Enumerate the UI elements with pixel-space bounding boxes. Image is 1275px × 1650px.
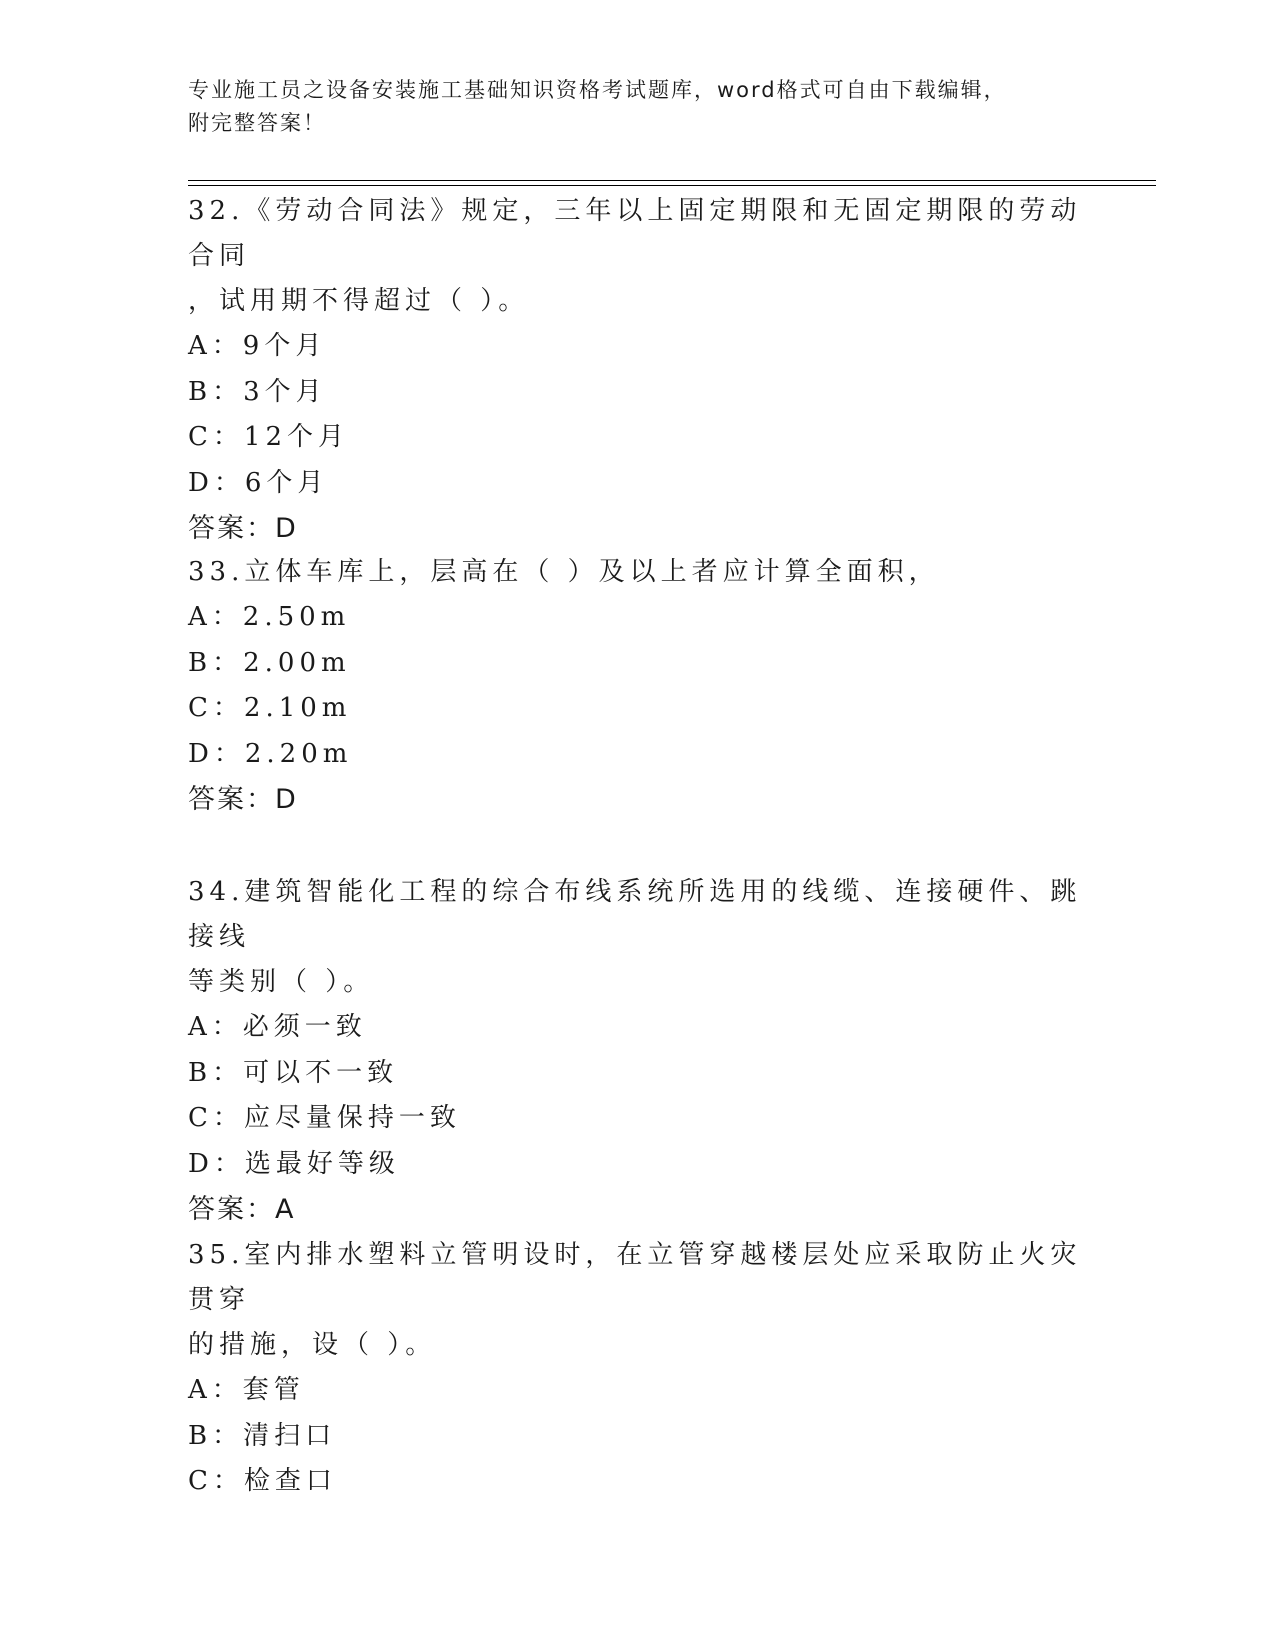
- question-35: [188, 1233, 1088, 1505]
- option-b: [188, 370, 1088, 416]
- answer: 答案：A: [188, 1194, 296, 1225]
- question-text-line-2: ，试用期不得超过（ ）。: [188, 286, 530, 316]
- option-letter: D：: [188, 467, 245, 498]
- question-34: [188, 870, 1088, 1232]
- answer: 答案：D: [188, 513, 298, 544]
- option-letter: A：: [188, 1375, 243, 1405]
- option-letter: C：: [188, 422, 244, 452]
- option-text: 清扫口: [243, 1420, 337, 1451]
- option-text: 2.00m: [243, 647, 351, 678]
- option-text: 应尽量保持一致: [243, 1103, 461, 1133]
- option-a: [188, 595, 1088, 641]
- option-letter: B：: [188, 647, 244, 678]
- option-c: [188, 686, 1088, 732]
- option-text: 6个月: [244, 467, 329, 498]
- option-text: 2.10m: [243, 693, 352, 723]
- question-text-line-1: 33.立体车库上，层高在（ ）及以上者应计算全面积，: [188, 557, 940, 587]
- question-text-line-1: 34.建筑智能化工程的综合布线系统所选用的线缆、连接硬件、跳接线: [188, 877, 1082, 952]
- question-text-line-1: 35.室内排水塑料立管明设时，在立管穿越楼层处应采取防止火灾贯穿: [188, 1240, 1082, 1315]
- option-b: [188, 1051, 1088, 1097]
- question-32: [188, 189, 1088, 551]
- option-letter: B：: [188, 1057, 244, 1088]
- option-c: [188, 415, 1088, 461]
- option-text: 9个月: [242, 331, 327, 361]
- option-letter: C：: [188, 1466, 244, 1496]
- option-letter: A：: [188, 1012, 243, 1042]
- option-d: [188, 1142, 1088, 1188]
- option-letter: C：: [188, 693, 244, 723]
- header-divider-top: [188, 180, 1156, 181]
- header-line-1: 专业施工员之设备安装施工基础知识资格考试题库，word格式可自由下载编辑，: [188, 78, 1007, 102]
- question-text-line-2: 的措施，设（ ）。: [188, 1330, 437, 1360]
- option-letter: A：: [188, 602, 243, 632]
- option-b: [188, 641, 1088, 687]
- option-c: [188, 1459, 1088, 1505]
- option-a: [188, 1005, 1088, 1051]
- option-text: 3个月: [243, 376, 327, 407]
- option-text: 选最好等级: [244, 1148, 400, 1179]
- option-text: 套管: [242, 1375, 305, 1405]
- option-letter: D：: [188, 1148, 245, 1179]
- option-text: 2.20m: [244, 738, 353, 769]
- option-a: [188, 324, 1088, 370]
- option-letter: D：: [188, 738, 245, 769]
- answer: 答案：D: [188, 784, 298, 815]
- option-letter: A：: [188, 331, 243, 361]
- option-letter: C：: [188, 1103, 244, 1133]
- question-text-line-1: 32.《劳动合同法》规定，三年以上固定期限和无固定期限的劳动合同: [188, 196, 1082, 271]
- option-b: [188, 1414, 1088, 1460]
- option-text: 12个月: [243, 422, 349, 452]
- option-d: [188, 732, 1088, 778]
- option-text: 2.50m: [242, 602, 351, 632]
- question-33: [188, 550, 1088, 822]
- header-line-2: 附完整答案！: [188, 111, 326, 135]
- option-text: 检查口: [243, 1466, 337, 1496]
- document-header: [188, 74, 1068, 140]
- option-a: [188, 1368, 1088, 1414]
- option-letter: B：: [188, 1420, 244, 1451]
- option-d: [188, 461, 1088, 507]
- option-text: 可以不一致: [243, 1057, 399, 1088]
- option-letter: B：: [188, 376, 244, 407]
- question-text-line-2: 等类别（ ）。: [188, 967, 375, 997]
- option-c: [188, 1096, 1088, 1142]
- option-text: 必须一致: [242, 1012, 367, 1042]
- header-divider-bottom: [188, 185, 1156, 186]
